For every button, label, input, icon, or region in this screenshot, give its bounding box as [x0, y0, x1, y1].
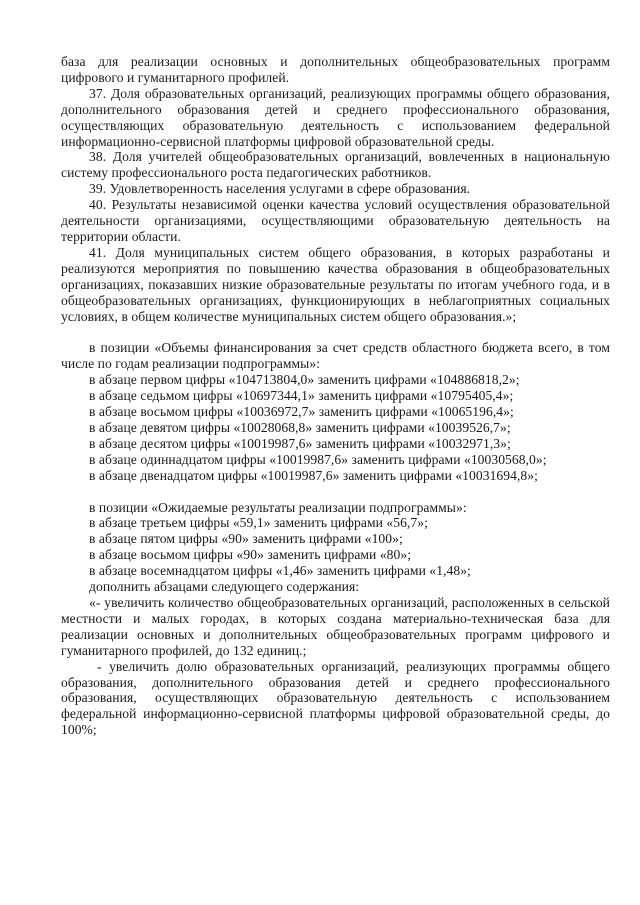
paragraph-financing-amendment: в абзаце одиннадцатом цифры «10019987,6» заменить цифрами «10030568,0»; — [89, 451, 547, 467]
paragraph-results-amendment: в абзаце пятом цифры «90» заменить цифрами «100»; — [89, 531, 403, 547]
paragraph-add-item: «- увеличить количество общеобразовательных организаций, расположенных в сельской местности и малых городах, в которых создана материально-техническая база для реализации основных и дополнительных общеобразовательных программ цифрового и гуманитарного профилей, до 132 единиц.; — [61, 595, 610, 658]
paragraph-continuation: база для реализации основных и дополнительных общеобразовательных программ цифрового и гуманитарного профилей. — [61, 54, 610, 85]
paragraph-item-41: 41. Доля муниципальных систем общего образования, в которых разработаны и реализуются мероприятия по повышению качества образования в общеобразовательных организациях, показавших низкие образовательные результаты по итогам учебного года, и в общеобразовательных организациях, функционирующих в неблагоприятных социальных условиях, в общем количестве муниципальных систем общего образования.»; — [61, 244, 610, 324]
paragraph-financing-amendment: в абзаце первом цифры «104713804,0» заменить цифрами «104886818,2»; — [89, 372, 520, 388]
paragraph-financing-amendment: в абзаце десятом цифры «10019987,6» заменить цифрами «10032971,3»; — [89, 435, 511, 451]
paragraph-item-37: 37. Доля образовательных организаций, реализующих программы общего образования, дополнительного образования детей и среднего профессионального образования, осуществляющих образовательную деятельность с использованием федеральной информационно-сервисной платформы цифровой образовательной среды. — [61, 85, 610, 149]
paragraph-results-position: в позиции «Ожидаемые результаты реализации подпрограммы»: — [89, 499, 467, 515]
paragraph-financing-amendment: в абзаце восьмом цифры «10036972,7» заменить цифрами «10065196,4»; — [89, 404, 514, 420]
section-gap — [61, 484, 610, 500]
document-page — [61, 54, 610, 738]
paragraph-financing-amendment: в абзаце девятом цифры «10028068,8» заменить цифрами «10039526,7»; — [89, 419, 511, 435]
paragraph-results-amendment: в абзаце третьем цифры «59,1» заменить цифрами «56,7»; — [89, 515, 428, 531]
paragraph-results-amendment: в абзаце восемнадцатом цифры «1,46» заменить цифрами «1,48»; — [89, 563, 471, 579]
paragraph-financing-position: в позиции «Объемы финансирования за счет средств областного бюджета всего, в том числе по годам реализации подпрограммы»: — [61, 340, 610, 372]
paragraph-item-39: 39. Удовлетворенность населения услугами в сфере образования. — [89, 181, 471, 197]
paragraph-add-intro: дополнить абзацами следующего содержания: — [89, 579, 360, 595]
paragraph-item-40: 40. Результаты независимой оценки качества условий осуществления образовательной деятельности организациями, осуществляющими образовательную деятельность на территории области. — [61, 197, 610, 244]
paragraph-results-amendment: в абзаце восьмом цифры «90» заменить цифрами «80»; — [89, 547, 412, 563]
paragraph-add-item: - увеличить долю образовательных организаций, реализующих программы общего образования, дополнительного образования детей и среднего профессионального образования, осуществляющих образовательную деятельность с использованием федеральной информационно-сервисной платформы цифровой образовательной среды, до 100%; — [61, 658, 610, 738]
paragraph-item-38: 38. Доля учителей общеобразовательных организаций, вовлеченных в национальную систему профессионального роста педагогических работников. — [61, 149, 610, 181]
section-gap — [61, 324, 610, 340]
paragraph-financing-amendment: в абзаце седьмом цифры «10697344,1» заменить цифрами «10795405,4»; — [89, 388, 514, 404]
paragraph-financing-amendment: в абзаце двенадцатом цифры «10019987,6» заменить цифрами «10031694,8»; — [89, 467, 538, 483]
